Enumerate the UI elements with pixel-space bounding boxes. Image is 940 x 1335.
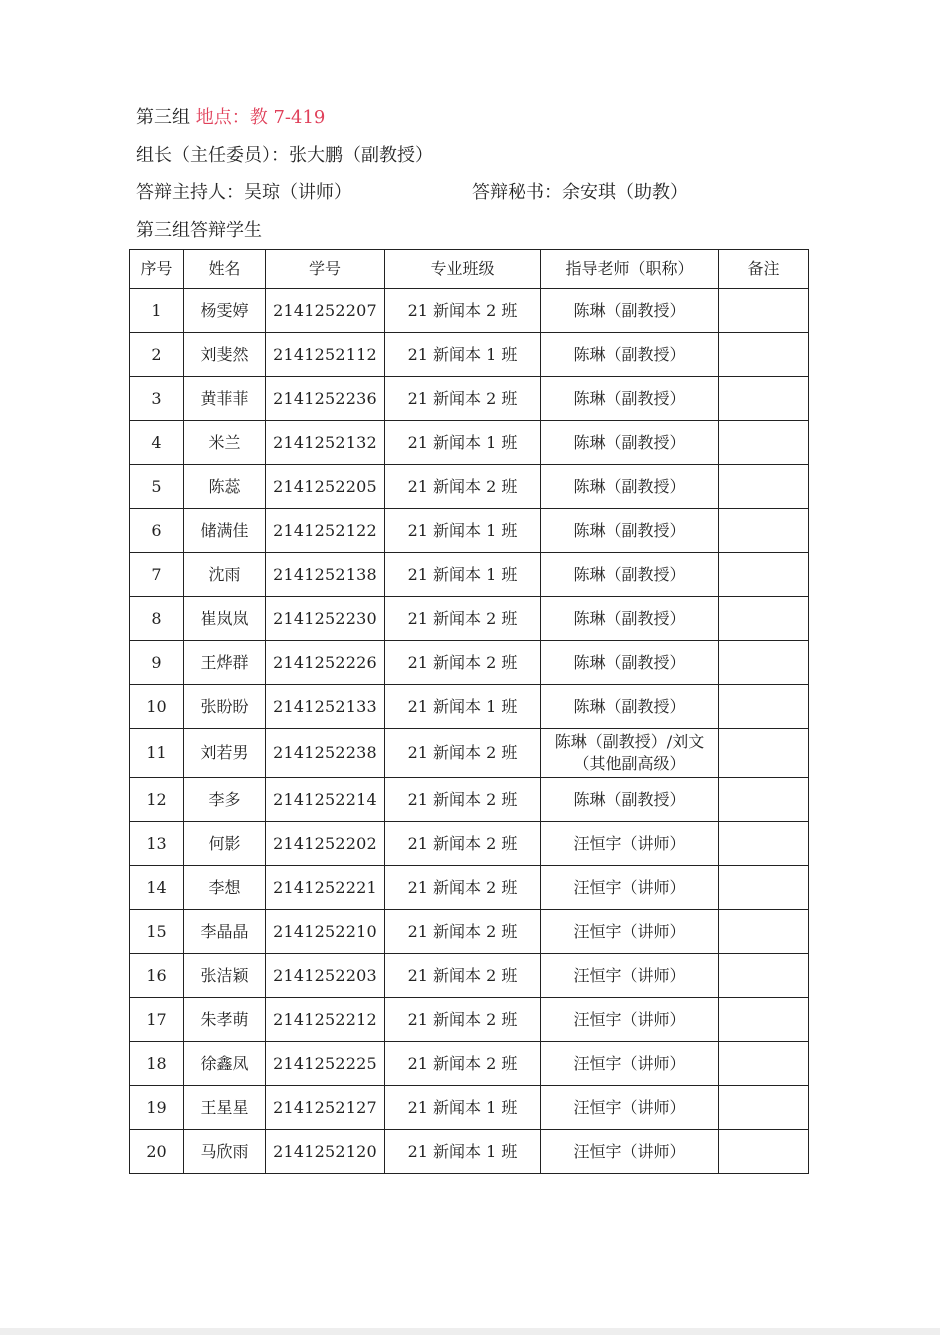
cell-advisor: 汪恒宇（讲师） <box>541 866 719 910</box>
cell-name: 储满佳 <box>184 509 266 553</box>
host-line: 答辩主持人：吴琼（讲师） <box>136 182 352 203</box>
cell-class: 21 新闻本 2 班 <box>385 289 541 333</box>
cell-id: 2141252207 <box>266 289 385 333</box>
cell-no: 1 <box>130 289 184 333</box>
header-name: 姓名 <box>184 250 266 289</box>
cell-no: 8 <box>130 597 184 641</box>
cell-advisor: 陈琳（副教授） <box>541 597 719 641</box>
cell-name: 沈雨 <box>184 553 266 597</box>
cell-advisor: 陈琳（副教授）/刘文（其他副高级） <box>541 729 719 778</box>
cell-id: 2141252214 <box>266 778 385 822</box>
cell-note <box>719 998 809 1042</box>
table-row <box>130 998 809 1042</box>
header-advisor: 指导老师（职称） <box>541 250 719 289</box>
cell-no: 11 <box>130 729 184 778</box>
cell-name: 黄菲菲 <box>184 377 266 421</box>
cell-id: 2141252127 <box>266 1086 385 1130</box>
cell-note <box>719 641 809 685</box>
cell-class: 21 新闻本 2 班 <box>385 597 541 641</box>
table-row <box>130 465 809 509</box>
table-row <box>130 333 809 377</box>
cell-name: 朱孝萌 <box>184 998 266 1042</box>
cell-class: 21 新闻本 2 班 <box>385 954 541 998</box>
cell-advisor: 汪恒宇（讲师） <box>541 1086 719 1130</box>
table-row <box>130 641 809 685</box>
cell-advisor: 陈琳（副教授） <box>541 509 719 553</box>
cell-id: 2141252236 <box>266 377 385 421</box>
bottom-strip <box>0 1328 940 1335</box>
cell-id: 2141252132 <box>266 421 385 465</box>
table-row <box>130 910 809 954</box>
table-row <box>130 597 809 641</box>
header-note: 备注 <box>719 250 809 289</box>
cell-advisor: 汪恒宇（讲师） <box>541 998 719 1042</box>
header-id: 学号 <box>266 250 385 289</box>
cell-id: 2141252212 <box>266 998 385 1042</box>
cell-advisor: 汪恒宇（讲师） <box>541 910 719 954</box>
cell-class: 21 新闻本 2 班 <box>385 778 541 822</box>
cell-no: 13 <box>130 822 184 866</box>
cell-name: 米兰 <box>184 421 266 465</box>
cell-class: 21 新闻本 1 班 <box>385 509 541 553</box>
cell-no: 15 <box>130 910 184 954</box>
cell-note <box>719 954 809 998</box>
table-header-row <box>130 250 809 289</box>
student-table <box>129 249 809 1174</box>
table-row <box>130 778 809 822</box>
table-row <box>130 822 809 866</box>
cell-advisor: 陈琳（副教授） <box>541 778 719 822</box>
table-row <box>130 1130 809 1174</box>
cell-advisor: 陈琳（副教授） <box>541 333 719 377</box>
cell-name: 李多 <box>184 778 266 822</box>
table-row <box>130 729 809 778</box>
cell-class: 21 新闻本 2 班 <box>385 866 541 910</box>
cell-no: 5 <box>130 465 184 509</box>
cell-id: 2141252202 <box>266 822 385 866</box>
cell-note <box>719 465 809 509</box>
cell-id: 2141252238 <box>266 729 385 778</box>
cell-note <box>719 421 809 465</box>
cell-no: 10 <box>130 685 184 729</box>
table-row <box>130 954 809 998</box>
table-row <box>130 685 809 729</box>
cell-advisor: 陈琳（副教授） <box>541 289 719 333</box>
cell-class: 21 新闻本 2 班 <box>385 1042 541 1086</box>
cell-no: 17 <box>130 998 184 1042</box>
cell-id: 2141252122 <box>266 509 385 553</box>
header-no: 序号 <box>130 250 184 289</box>
cell-name: 杨雯婷 <box>184 289 266 333</box>
cell-id: 2141252112 <box>266 333 385 377</box>
cell-name: 何影 <box>184 822 266 866</box>
cell-id: 2141252120 <box>266 1130 385 1174</box>
cell-id: 2141252230 <box>266 597 385 641</box>
cell-name: 陈蕊 <box>184 465 266 509</box>
cell-class: 21 新闻本 2 班 <box>385 822 541 866</box>
cell-name: 李想 <box>184 866 266 910</box>
table-row <box>130 421 809 465</box>
cell-note <box>719 509 809 553</box>
table-row <box>130 377 809 421</box>
cell-note <box>719 778 809 822</box>
cell-note <box>719 685 809 729</box>
cell-note <box>719 822 809 866</box>
cell-note <box>719 289 809 333</box>
cell-no: 7 <box>130 553 184 597</box>
cell-no: 16 <box>130 954 184 998</box>
cell-class: 21 新闻本 2 班 <box>385 998 541 1042</box>
cell-no: 3 <box>130 377 184 421</box>
table-row <box>130 289 809 333</box>
cell-class: 21 新闻本 1 班 <box>385 421 541 465</box>
cell-note <box>719 597 809 641</box>
cell-id: 2141252203 <box>266 954 385 998</box>
cell-id: 2141252221 <box>266 866 385 910</box>
cell-advisor: 汪恒宇（讲师） <box>541 954 719 998</box>
table-row <box>130 1086 809 1130</box>
cell-class: 21 新闻本 1 班 <box>385 1130 541 1174</box>
cell-name: 王星星 <box>184 1086 266 1130</box>
cell-no: 4 <box>130 421 184 465</box>
table-row <box>130 509 809 553</box>
cell-no: 20 <box>130 1130 184 1174</box>
cell-advisor: 汪恒宇（讲师） <box>541 1130 719 1174</box>
cell-advisor: 陈琳（副教授） <box>541 465 719 509</box>
cell-class: 21 新闻本 1 班 <box>385 553 541 597</box>
cell-class: 21 新闻本 2 班 <box>385 465 541 509</box>
table-row <box>130 553 809 597</box>
leader-line: 组长（主任委员）：张大鹏（副教授） <box>136 145 433 166</box>
cell-note <box>719 910 809 954</box>
cell-no: 14 <box>130 866 184 910</box>
cell-class: 21 新闻本 2 班 <box>385 377 541 421</box>
cell-id: 2141252225 <box>266 1042 385 1086</box>
cell-note <box>719 1086 809 1130</box>
cell-id: 2141252133 <box>266 685 385 729</box>
cell-no: 6 <box>130 509 184 553</box>
cell-no: 9 <box>130 641 184 685</box>
table-row <box>130 1042 809 1086</box>
table-body <box>130 289 809 1174</box>
cell-name: 刘斐然 <box>184 333 266 377</box>
cell-advisor: 陈琳（副教授） <box>541 553 719 597</box>
cell-advisor: 陈琳（副教授） <box>541 377 719 421</box>
cell-id: 2141252226 <box>266 641 385 685</box>
cell-name: 徐鑫凤 <box>184 1042 266 1086</box>
cell-no: 2 <box>130 333 184 377</box>
secretary-line: 答辩秘书：余安琪（助教） <box>472 182 688 203</box>
cell-class: 21 新闻本 2 班 <box>385 641 541 685</box>
cell-note <box>719 729 809 778</box>
cell-class: 21 新闻本 1 班 <box>385 685 541 729</box>
cell-note <box>719 553 809 597</box>
table-row <box>130 866 809 910</box>
location: 地点：教 7-419 <box>195 107 326 128</box>
cell-id: 2141252205 <box>266 465 385 509</box>
cell-class: 21 新闻本 2 班 <box>385 729 541 778</box>
cell-name: 张盼盼 <box>184 685 266 729</box>
cell-name: 马欣雨 <box>184 1130 266 1174</box>
cell-name: 李晶晶 <box>184 910 266 954</box>
cell-advisor: 汪恒宇（讲师） <box>541 822 719 866</box>
cell-note <box>719 377 809 421</box>
group-heading <box>136 106 325 130</box>
cell-name: 刘若男 <box>184 729 266 778</box>
cell-name: 崔岚岚 <box>184 597 266 641</box>
cell-note <box>719 1042 809 1086</box>
cell-advisor: 陈琳（副教授） <box>541 641 719 685</box>
cell-no: 12 <box>130 778 184 822</box>
cell-id: 2141252210 <box>266 910 385 954</box>
cell-note <box>719 1130 809 1174</box>
students-title: 第三组答辩学生 <box>136 220 262 241</box>
cell-no: 18 <box>130 1042 184 1086</box>
cell-name: 张洁颖 <box>184 954 266 998</box>
cell-advisor: 汪恒宇（讲师） <box>541 1042 719 1086</box>
cell-name: 王烨群 <box>184 641 266 685</box>
cell-class: 21 新闻本 2 班 <box>385 910 541 954</box>
cell-note <box>719 333 809 377</box>
group-name: 第三组 <box>136 107 190 128</box>
cell-id: 2141252138 <box>266 553 385 597</box>
cell-no: 19 <box>130 1086 184 1130</box>
cell-class: 21 新闻本 1 班 <box>385 333 541 377</box>
cell-advisor: 陈琳（副教授） <box>541 421 719 465</box>
cell-note <box>719 866 809 910</box>
header-class: 专业班级 <box>385 250 541 289</box>
cell-class: 21 新闻本 1 班 <box>385 1086 541 1130</box>
cell-advisor: 陈琳（副教授） <box>541 685 719 729</box>
